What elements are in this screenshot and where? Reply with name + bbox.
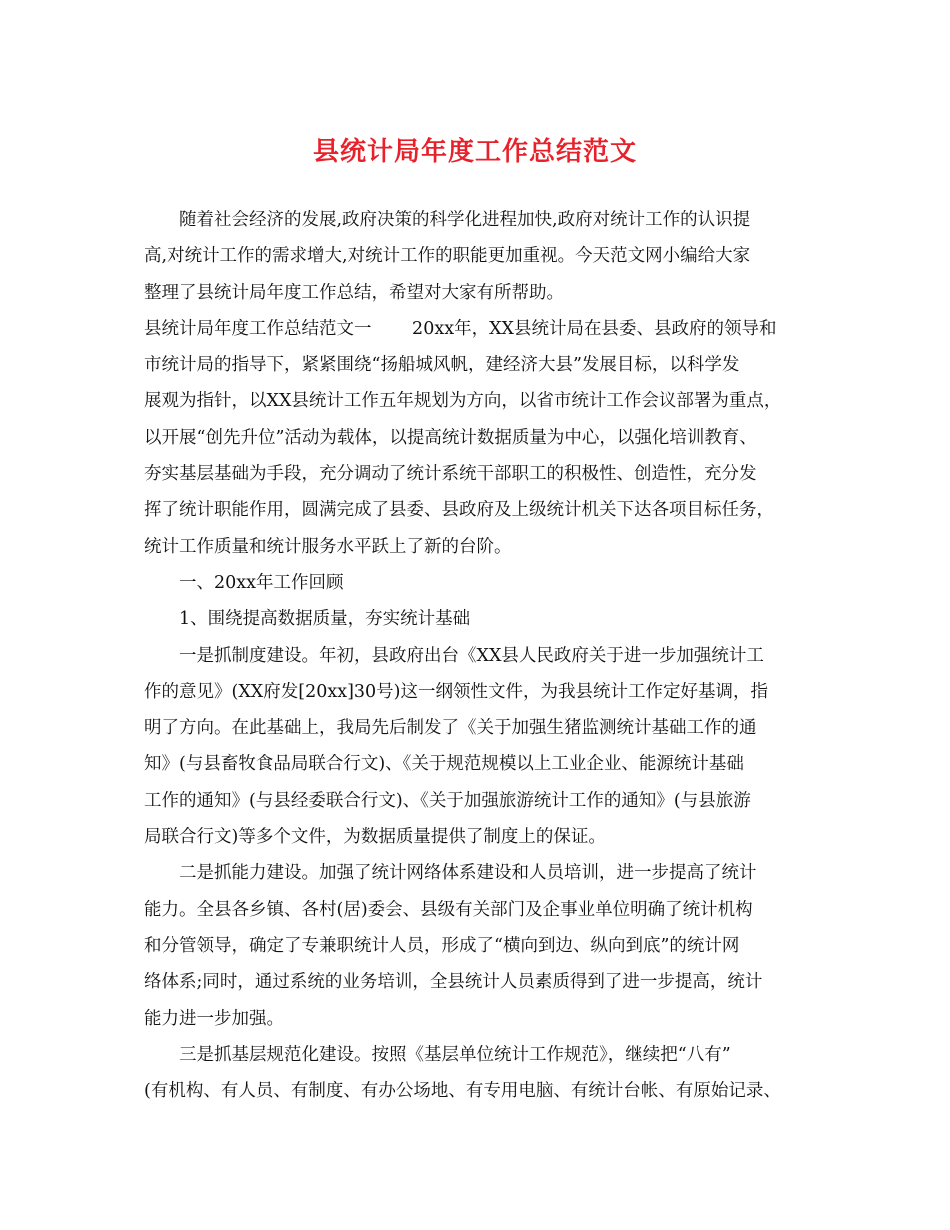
text-line: 作的意见》(XX府发[20xx]30号)这一纲领性文件，为我县统计工作定好基调，指 bbox=[144, 681, 768, 702]
document-title: 县统计局年度工作总结范文 bbox=[312, 137, 637, 167]
text-line: 工作的通知》(与县经委联合行文)、《关于加强旅游统计工作的通知》(与县旅游 bbox=[144, 790, 751, 811]
document-body bbox=[144, 202, 820, 1109]
text-line: 能力。全县各乡镇、各村(居)委会、县级有关部门及企事业单位明确了统计机构 bbox=[144, 899, 753, 920]
text-line: 和分管领导，确定了专兼职统计人员，形成了“横向到边、纵向到底”的统计网 bbox=[144, 935, 740, 956]
text-line: 能力进一步加强。 bbox=[144, 1008, 284, 1029]
text-line: 县统计局年度工作总结范文一 20xx年，XX县统计局在县委、县政府的领导和 bbox=[144, 318, 777, 339]
text-line: 夯实基层基础为手段，充分调动了统计系统干部职工的积极性、创造性，充分发 bbox=[144, 464, 757, 485]
text-line: 局联合行文)等多个文件，为数据质量提供了制度上的保证。 bbox=[144, 827, 606, 848]
text-line: 随着社会经济的发展,政府决策的科学化进程加快,政府对统计工作的认识提 bbox=[179, 210, 751, 230]
text-line: 三是抓基层规范化建设。按照《基层单位统计工作规范》，继续把“八有” bbox=[179, 1044, 731, 1065]
text-line: 一、20xx年工作回顾 bbox=[179, 572, 344, 593]
text-line: 二是抓能力建设。加强了统计网络体系建设和人员培训，进一步提高了统计 bbox=[179, 863, 757, 884]
text-line: 挥了统计职能作用，圆满完成了县委、县政府及上级统计机关下达各项目标任务， bbox=[144, 500, 774, 521]
text-line: 明了方向。在此基础上，我局先后制发了《关于加强生猪监测统计基础工作的通 bbox=[144, 718, 757, 739]
text-line: 1、围绕提高数据质量，夯实统计基础 bbox=[179, 609, 471, 630]
text-line: 一是抓制度建设。年初，县政府出台《XX县人民政府关于进一步加强统计工 bbox=[179, 645, 764, 666]
text-line: 知》(与县畜牧食品局联合行文)、《关于规范规模以上工业企业、能源统计基础 bbox=[144, 754, 744, 775]
text-line: 高,对统计工作的需求增大,对统计工作的职能更加重视。今天范文网小编给大家 bbox=[144, 246, 751, 267]
text-line: (有机构、有人员、有制度、有办公场地、有专用电脑、有统计台帐、有原始记录、 bbox=[144, 1081, 781, 1102]
text-line: 以开展“创先升位”活动为载体，以提高统计数据质量为中心，以强化培训教育、 bbox=[144, 427, 757, 448]
text-line: 统计工作质量和统计服务水平跃上了新的台阶。 bbox=[144, 536, 512, 557]
text-line: 市统计局的指导下，紧紧围绕“扬船城风帆，建经济大县”发展目标，以科学发 bbox=[144, 355, 740, 376]
text-line: 展观为指针，以XX县统计工作五年规划为方向，以省市统计工作会议部署为重点， bbox=[144, 391, 782, 412]
text-line: 络体系;同时，通过系统的业务培训，全县统计人员素质得到了进一步提高，统计 bbox=[144, 972, 763, 993]
text-line: 整理了县统计局年度工作总结，希望对大家有所帮助。 bbox=[144, 282, 564, 303]
